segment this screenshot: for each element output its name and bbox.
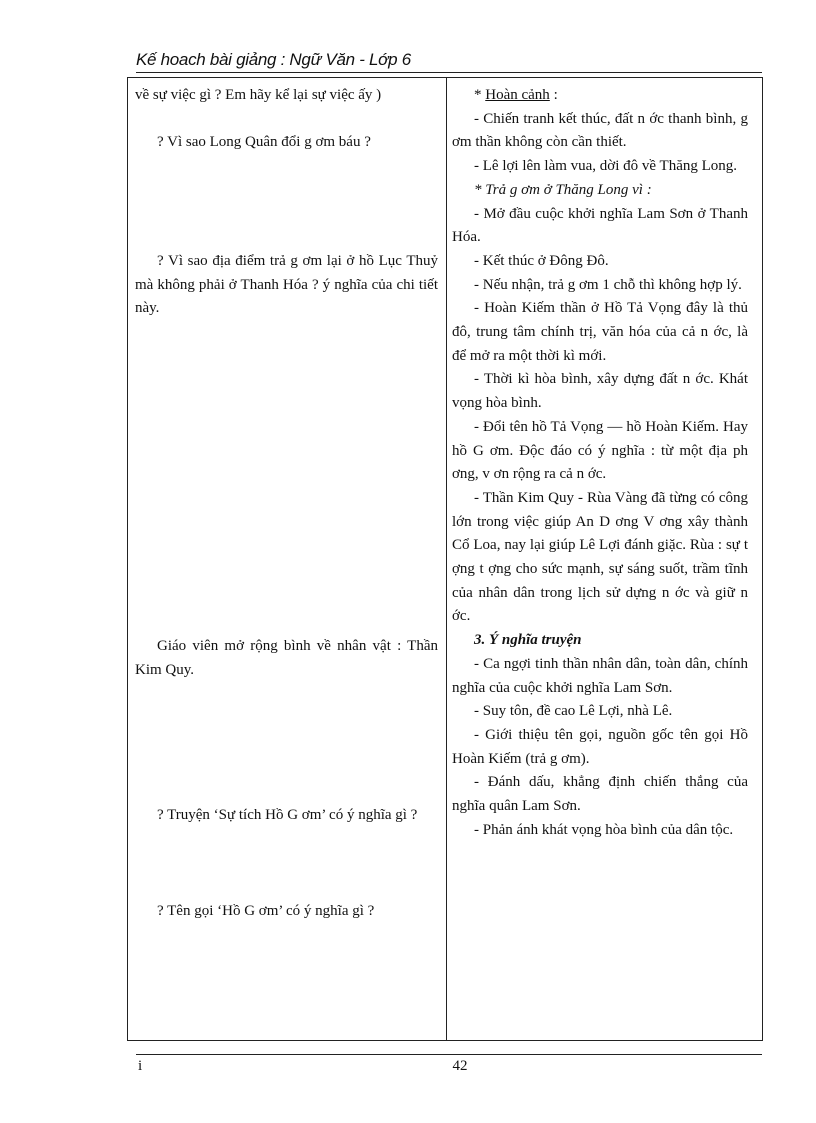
header-title: Kế hoach bài giảng : Ngữ Văn - Lớp 6: [136, 50, 411, 69]
tra-guom-heading: * Trả g ơm ở Thăng Long vì :: [474, 181, 652, 198]
left-item: ? Tên gọi ‘Hồ G ơm’ có ý nghĩa gì ?: [157, 903, 375, 919]
hoan-canh-heading: * Hoàn cảnh :: [474, 87, 558, 103]
y-nghia-heading: 3. Ý nghĩa truyện: [474, 632, 582, 649]
page-header: [136, 49, 762, 71]
left-item: về sự việc gì ? Em hãy kể lại sự việc ấy ): [135, 87, 382, 103]
header-rule: [136, 72, 762, 73]
content-text: * Hoàn cảnh : - Chiến tranh kết thúc, đất n ớc thanh bình, g ơm thần không còn cần thiết. - Lê lợi lên làm vua, dời đô về Thăng Long. * Trả g ơm ở Thăng Long vì : - Mở đầu cuộc khởi nghĩa Lam Sơn ở Thanh Hóa. - Kết thúc ở Đông Đô. - Nếu nhận, trả g ơm 1 chỗ thì không hợp lý. - Hoàn Kiếm thần ở Hồ Tả Vọng đây là thủ đô, trung tâm chính trị, văn hóa của cả n ớc, là để mở ra một thời kì mới. - Thời kì hòa bình, xây dựng đất n ớc. Khát vọng hòa bình. - Đổi tên hồ Tả Vọng — hồ Hoàn Kiếm. Hay hồ G ơm. Độc đáo có ý nghĩa : từ một địa ph ơng, v ơn rộng ra cả n ớc. - Thần Kim Quy - Rùa Vàng đã từng có công lớn trong việc giúp An D ơng V ơng xây thành Cổ Loa, nay lại giúp Lê Lợi đánh giặc. Rùa : sự t ợng t ợng cho sức mạnh, sự sáng suốt, trầm tĩnh của nhân dân trong lịch sử dựng n ớc và giữ n ớc. 3. Ý nghĩa truyện - Ca ngợi tinh thần nhân dân, toàn dân, chính nghĩa của cuộc khởi nghĩa Lam Sơn. - Suy tôn, đề cao Lê Lợi, nhà Lê. - Giới thiệu tên gọi, nguồn gốc tên gọi Hồ Hoàn Kiếm (trả g ơm). - Đánh dấu, khẳng định chiến thắng của nghĩa quân Lam Sơn. - Phản ánh khát vọng hòa bình của dân tộc.: [452, 84, 748, 843]
column-divider: [446, 78, 447, 1040]
left-item: ? Vì sao địa điểm trả g ơm lại ở hồ Lục Thuỷ mà không phải ở Thanh Hóa ? ý nghĩa của chi tiết này.: [135, 253, 438, 317]
left-item: ? Vì sao Long Quân đổi g ơm báu ?: [157, 134, 371, 150]
page-number: 42: [452, 1058, 468, 1074]
footer-mark: i: [138, 1058, 143, 1074]
lesson-table: [127, 77, 763, 1041]
left-item: ? Truyện ‘Sự tích Hồ G ơm’ có ý nghĩa gì ?: [157, 807, 418, 823]
footer-rule: [136, 1054, 762, 1055]
left-item: Giáo viên mở rộng bình về nhân vật : Thần Kim Quy.: [135, 638, 438, 678]
